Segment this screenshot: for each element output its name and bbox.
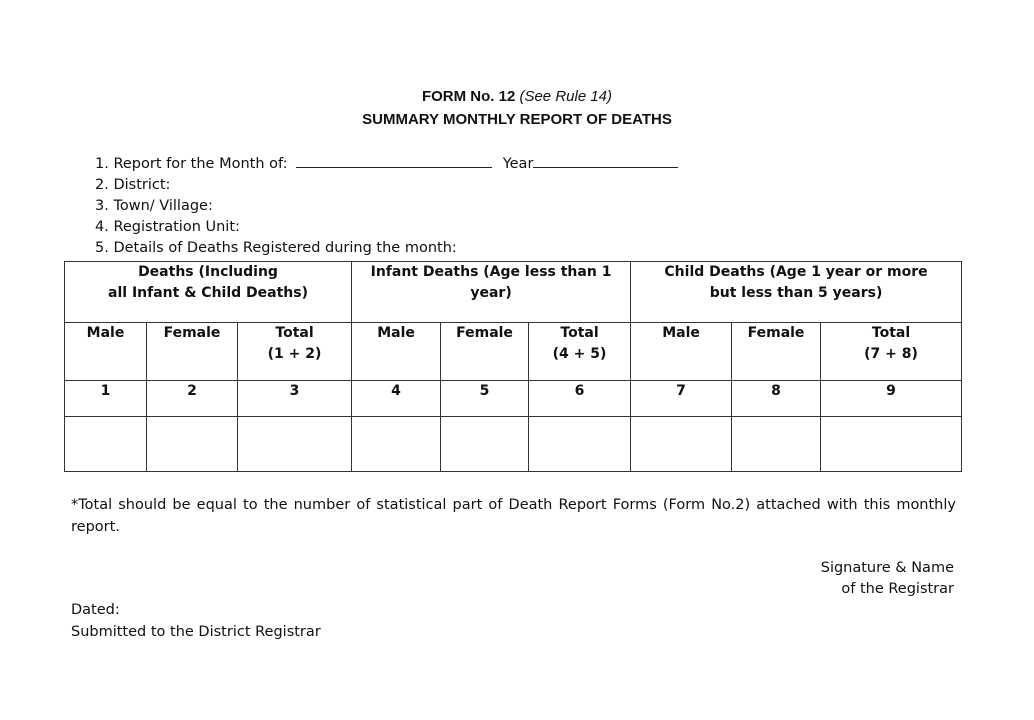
column-label: Total: [560, 325, 599, 341]
entry-cell[interactable]: [147, 417, 238, 472]
entry-cell[interactable]: [238, 417, 352, 472]
month-input-line[interactable]: [296, 155, 492, 168]
column-formula: (4 + 5): [552, 346, 607, 362]
dated-block: [71, 599, 321, 643]
group-header-line: Infant Deaths (Age less than 1: [370, 264, 612, 280]
group-header-infant-deaths: [352, 262, 631, 323]
report-title: SUMMARY MONTHLY REPORT OF DEATHS: [362, 111, 672, 128]
group-header-child-deaths: [631, 262, 962, 323]
column-number: 1: [65, 381, 147, 417]
column-header: [732, 323, 821, 381]
district-label: 2. District:: [95, 177, 171, 193]
registration-unit-label: 4. Registration Unit:: [95, 219, 240, 235]
form-number: FORM No. 12: [421, 88, 516, 105]
entry-cell[interactable]: [65, 417, 147, 472]
column-number: 4: [352, 381, 441, 417]
dated-label: Dated:: [71, 602, 120, 618]
group-header-line: year): [470, 285, 512, 301]
column-formula: (7 + 8): [864, 346, 918, 362]
column-label: Female: [163, 325, 221, 341]
group-header-all-deaths: [65, 262, 352, 323]
group-header-line: all Infant & Child Deaths): [108, 285, 308, 301]
column-number: 5: [441, 381, 529, 417]
column-label: Total: [871, 325, 911, 341]
year-input-line[interactable]: [533, 155, 678, 168]
column-header: [65, 323, 147, 381]
town-village-label: 3. Town/ Village:: [95, 198, 213, 214]
signature-block: [770, 558, 954, 600]
signature-line: of the Registrar: [841, 581, 954, 597]
column-header-row: [65, 323, 962, 381]
column-number: 2: [147, 381, 238, 417]
entry-cell[interactable]: [732, 417, 821, 472]
column-label: Female: [456, 325, 513, 341]
data-entry-row: [65, 417, 962, 472]
column-header: [529, 323, 631, 381]
entry-cell[interactable]: [441, 417, 529, 472]
column-number: 9: [821, 381, 962, 417]
column-header: [352, 323, 441, 381]
group-header-row: [65, 262, 962, 323]
year-label: Year: [502, 156, 534, 172]
rule-reference: (See Rule 14): [519, 88, 613, 105]
submitted-label: Submitted to the District Registrar: [71, 624, 321, 640]
signature-line: Signature & Name: [820, 560, 954, 576]
month-label: 1. Report for the Month of:: [95, 156, 288, 172]
entry-cell[interactable]: [529, 417, 631, 472]
column-label: Male: [662, 325, 700, 341]
column-header: [238, 323, 352, 381]
group-header-line: Child Deaths (Age 1 year or more: [664, 264, 928, 280]
form-title: [0, 88, 1034, 105]
column-header: [147, 323, 238, 381]
column-formula: (1 + 2): [267, 346, 322, 362]
column-number: 3: [238, 381, 352, 417]
month-field-row: [95, 155, 678, 172]
column-label: Male: [377, 325, 415, 341]
group-header-line: but less than 5 years): [709, 285, 883, 301]
column-label: Male: [86, 325, 125, 341]
entry-cell[interactable]: [352, 417, 441, 472]
entry-cell[interactable]: [631, 417, 732, 472]
details-label: 5. Details of Deaths Registered during the month:: [95, 240, 457, 256]
total-note: *Total should be equal to the number of statistical part of Death Report Forms (Form No.2) attached with this monthly report.: [71, 497, 956, 535]
column-label: Total: [275, 325, 314, 341]
entry-cell[interactable]: [821, 417, 962, 472]
column-label: Female: [747, 325, 805, 341]
column-number: 7: [631, 381, 732, 417]
column-number: 8: [732, 381, 821, 417]
column-number-row: [65, 381, 962, 417]
column-header: [441, 323, 529, 381]
group-header-line: Deaths (Including: [138, 264, 278, 280]
column-header: [631, 323, 732, 381]
column-header: [821, 323, 962, 381]
deaths-summary-table: [64, 261, 962, 472]
column-number: 6: [529, 381, 631, 417]
